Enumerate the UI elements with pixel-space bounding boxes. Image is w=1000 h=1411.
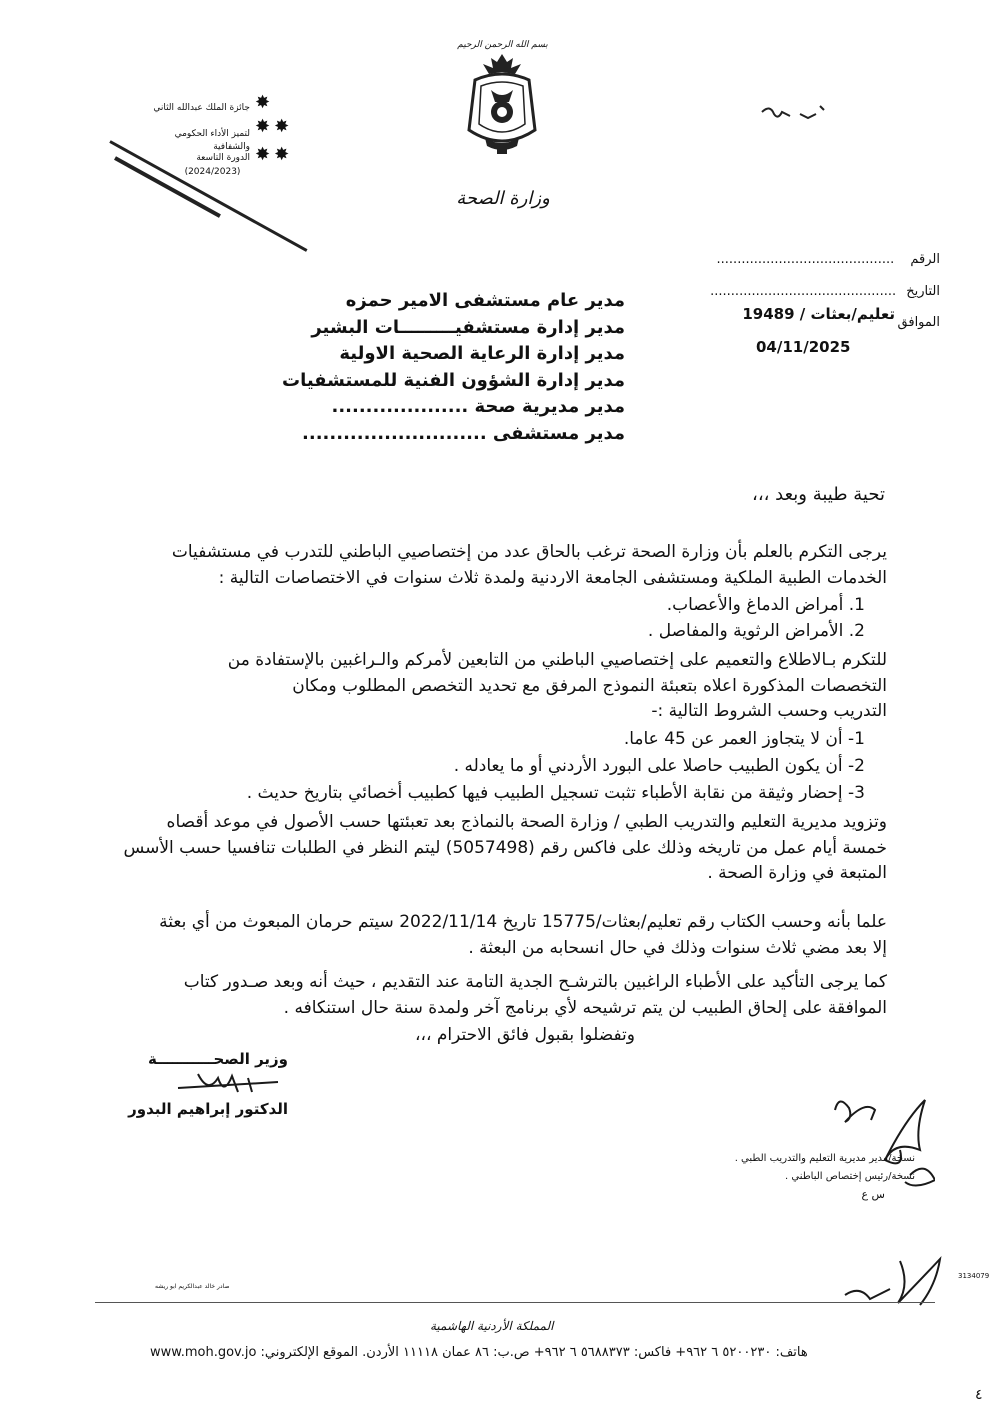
crest-icon — [455, 50, 550, 160]
paragraph-3 — [112, 810, 887, 887]
ref-date-label: التاريخ — [906, 284, 940, 299]
addressee-list — [282, 288, 625, 447]
specialty-item: 1. أمراض الدماغ والأعصاب. — [666, 595, 865, 615]
copies-list — [705, 1150, 915, 1204]
paragraph-line: التدريب وحسب الشروط التالية :- — [651, 701, 887, 721]
copy-line: نسخة/مدير مديرية التعليم والتدريب الطبي . — [734, 1153, 915, 1164]
page-mark: ٤ — [975, 1387, 983, 1403]
addressee-line: مدير إدارة الشؤون الفنية للمستشفيات — [281, 369, 625, 391]
footer-kingdom: المملكة الأردنية الهاشمية — [430, 1319, 554, 1333]
condition-item: 2- أن يكون الطبيب حاصلا على البورد الأردني أو ما يعادله . — [453, 756, 865, 776]
footer-divider — [95, 1302, 935, 1303]
paragraph-4 — [112, 910, 887, 961]
paragraph-line: التخصصات المذكورة اعلاه بتعبئة النموذج المرفق مع تحديد التخصص المطلوب ومكان — [292, 675, 887, 696]
award-line-4: (2024/2023) — [184, 167, 241, 177]
paragraph-line: الخدمات الطبية الملكية ومستشفى الجامعة الاردنية ولمدة ثلاث سنوات في الاختصاصات التالية : — [218, 567, 887, 588]
paragraph-1 — [112, 540, 887, 591]
addressee-line: مدير إدارة الرعاية الصحية الاولية — [339, 343, 625, 364]
addressee-line: مدير مديرية صحة .................... — [331, 396, 625, 417]
dots-fill: ............................................. — [710, 284, 897, 299]
specialty-item: 2. الأمراض الرثوية والمفاصل . — [647, 621, 865, 641]
handwritten-signature — [168, 1070, 288, 1100]
paragraph-line: للتكرم بـالاطلاع والتعميم على إختصاصيي الباطني من التابعين لأمركم والـراغبين بالإستفادة من — [227, 650, 887, 670]
paragraph-line: يرجى التكرم بالعلم بأن وزارة الصحة ترغب بالحاق عدد من إختصاصيي الباطني للتدرب في مستشفيات — [171, 542, 887, 562]
ref-date-value: 04/11/2025 — [756, 338, 851, 356]
paragraph-line: وتزويد مديرية التعليم والتدريب الطبي / وزارة الصحة بالنماذج بعد تعبئتها حسب الأصول في موعد أقصاه — [166, 812, 887, 832]
paragraph-line: المتبعة في وزارة الصحة . — [707, 863, 887, 883]
paragraph-line: خمسة أيام عمل من تاريخه وذلك على فاكس رقم (5057498) ليتم النظر في الطلبات تنافسيا حسب الأسس — [123, 837, 887, 858]
greeting: تحية طيبة وبعد ،،، — [752, 484, 885, 505]
copy-line: نسخة/رئيس إختصاص الباطني . — [785, 1171, 915, 1182]
document-code: 3134079 — [958, 1272, 990, 1280]
star-icon: ✸✸ — [255, 144, 294, 165]
ref-date-row — [710, 284, 940, 299]
star-icon: ✸✸ — [255, 116, 294, 137]
signatory-name: الدكتور إبراهيم البدور — [128, 1100, 288, 1118]
paragraph-line: إلا بعد مضي ثلاث سنوات وذلك في حال انسحابه من البعثة . — [468, 937, 887, 958]
paragraph-2 — [112, 648, 887, 725]
ref-number-row — [717, 252, 940, 267]
closing-line: وتفضلوا بقبول فائق الاحترام ،،، — [415, 1025, 635, 1045]
jordan-crest-emblem — [455, 40, 550, 164]
addressee-line: مدير إدارة مستشفيـــــــــات البشير — [311, 316, 625, 338]
ref-corresponding-label: الموافق — [897, 315, 940, 330]
award-line-1: جائزة الملك عبدالله الثاني — [153, 103, 250, 113]
star-icon: ✸ — [255, 92, 271, 113]
paragraph-line: علما بأنه وحسب الكتاب رقم تعليم/بعثات/15775 تاريخ 2022/11/14 سيتم حرمان المبعوث من أي بعثة — [159, 912, 887, 932]
condition-item: 1- أن لا يتجاوز العمر عن 45 عاما. — [623, 729, 865, 749]
ref-corresponding-row — [898, 315, 940, 330]
copy-initials: س ع — [861, 1188, 885, 1201]
ministry-name: وزارة الصحة — [456, 188, 550, 209]
ref-number-value: تعليم/بعثات / 19489 — [742, 305, 895, 323]
issuer-note: صادر خالد عبدالكريم ابو ريشه — [155, 1283, 230, 1290]
handwritten-mark — [760, 100, 840, 130]
footer-contacts: هاتف: ٥٢٠٠٢٣٠ ٦ ٩٦٢+ فاكس: ٥٦٨٨٣٧٣ ٦ ٩٦٢+ ص.ب: ٨٦ عمان ١١١١٨ الأردن. الموقع الإلكتروني: www.moh.gov.jo — [150, 1345, 808, 1360]
basmala-text: بسم الله الرحمن الرحيم — [457, 40, 548, 50]
award-line-2: لتميز الأداء الحكومي والشفافية — [174, 129, 250, 152]
signatory-title: وزير الصحـــــــــــة — [147, 1050, 288, 1068]
paragraph-line: كما يرجى التأكيد على الأطباء الراغبين بالترشـح الجدية التامة عند التقديم ، حيث أنه وبعد صـدور كتاب — [183, 972, 887, 992]
addressee-line: مدير عام مستشفى الامير حمزه — [345, 290, 625, 311]
award-line-3: الدورة التاسعة — [196, 153, 250, 163]
condition-item: 3- إحضار وثيقة من نقابة الأطباء تثبت تسجيل الطبيب فيها كطبيب أخصائي بتاريخ حديث . — [246, 783, 865, 803]
dots-fill: ........................................... — [716, 252, 895, 267]
paragraph-5 — [112, 970, 887, 1021]
addressee-line: مدير مستشفى ........................... — [302, 422, 625, 444]
ref-number-label: الرقم — [910, 252, 940, 267]
paragraph-line: الموافقة على إلحاق الطبيب لن يتم ترشيحه لأي برنامج آخر ولمدة سنة حال استنكافه . — [283, 997, 887, 1018]
signature-block — [118, 1050, 288, 1118]
